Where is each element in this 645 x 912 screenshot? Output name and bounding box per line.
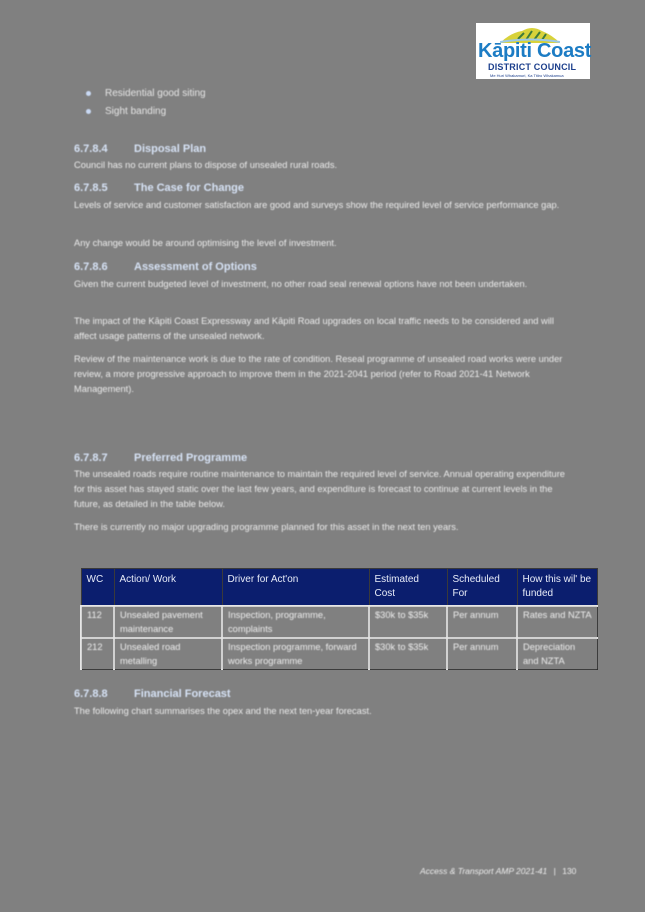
paragraph: The unsealed roads require routine maintenance to maintain the required level of service. Annual operating expenditure for this asset has stayed static over the last few years, and expenditure is forecast to continue at current levels in the future, as detailed in the table below. [74, 469, 565, 509]
column-header: Estimated Cost [369, 569, 447, 607]
table-cell: 212 [81, 638, 114, 670]
section-number: 6.7.8.8 [74, 688, 108, 700]
section-title: Financial Forecast [134, 688, 231, 700]
section-title: The Case for Change [134, 182, 245, 194]
bullet-icon [86, 109, 91, 114]
paragraph: Council has no current plans to dispose of unsealed rural roads. [74, 160, 338, 170]
section-number: 6.7.8.6 [74, 261, 108, 273]
table-cell: Unsealed road metalling [114, 638, 222, 670]
footer-text: Access & Transport AMP 2021-41 [420, 866, 548, 876]
table-row [81, 638, 598, 670]
bullet-item [86, 106, 166, 117]
column-header: How this wil' be funded [517, 569, 598, 607]
table-cell: $30k to $35k [369, 606, 447, 638]
page-number: 130 [562, 866, 577, 876]
action-work-table [80, 568, 598, 670]
section-number: 6.7.8.7 [74, 452, 108, 464]
column-header: Scheduled For [447, 569, 517, 607]
table-row [81, 606, 598, 638]
column-header: WC [81, 569, 114, 607]
section-heading [74, 261, 257, 273]
table-cell: Per annum [447, 606, 517, 638]
table-cell: $30k to $35k [369, 638, 447, 670]
paragraph: The impact of the Kāpiti Coast Expressway and Kāpiti Road upgrades on local traffic needs to be considered and will affect usage patterns of the unsealed network. [74, 316, 554, 341]
section-heading [74, 688, 231, 700]
table-cell: Rates and NZTA [517, 606, 598, 638]
table-cell: Unsealed pavement maintenance [114, 606, 222, 638]
table-header-row [81, 569, 598, 607]
section-heading [74, 182, 244, 194]
section-heading [74, 452, 247, 464]
table-cell: Inspection programme, forward works programme [222, 638, 369, 670]
paragraph: Review of the maintenance work is due to the rate of condition. Reseal programme of unsealed road works were under review, a more progressive approach to improve them in the 2021-2041 period (refer to Road 2021-41 Network Management). [74, 354, 563, 394]
table-cell: 112 [81, 606, 114, 638]
logo-subtitle: DISTRICT COUNCIL [488, 62, 577, 72]
page-footer [420, 866, 576, 876]
bullet-text: Sight banding [105, 106, 167, 117]
bullet-text: Residential good siting [105, 88, 206, 99]
paragraph: Levels of service and customer satisfaction are good and surveys show the required level of service performance gap. [74, 200, 560, 210]
column-header: Action/ Work [114, 569, 222, 607]
bullet-item [86, 88, 206, 99]
paragraph: There is currently no major upgrading programme planned for this asset in the next ten years. [74, 522, 459, 532]
table-cell: Inspection, programme, complaints [222, 606, 369, 638]
paragraph: Any change would be around optimising the level of investment. [74, 238, 337, 248]
logo-title: Kāpiti Coast [478, 40, 592, 62]
bullet-icon [86, 91, 91, 96]
section-number: 6.7.8.4 [74, 143, 108, 155]
column-header: Driver for Act'on [222, 569, 369, 607]
section-heading [74, 143, 206, 155]
paragraph: The following chart summarises the opex and the next ten-year forecast. [74, 706, 372, 716]
section-title: Preferred Programme [134, 452, 248, 464]
council-logo [476, 23, 590, 79]
table-cell: Per annum [447, 638, 517, 670]
table-cell: Depreciation and NZTA [517, 638, 598, 670]
footer-separator: | [553, 866, 556, 876]
paragraph: Given the current budgeted level of investment, no other road seal renewal options have not been undertaken. [74, 279, 528, 289]
section-number: 6.7.8.5 [74, 182, 108, 194]
section-title: Assessment of Options [134, 261, 257, 273]
logo-tagline: Me Huri Whakamuri, Ka Titiro Whakamua [490, 73, 564, 78]
section-title: Disposal Plan [134, 143, 207, 155]
